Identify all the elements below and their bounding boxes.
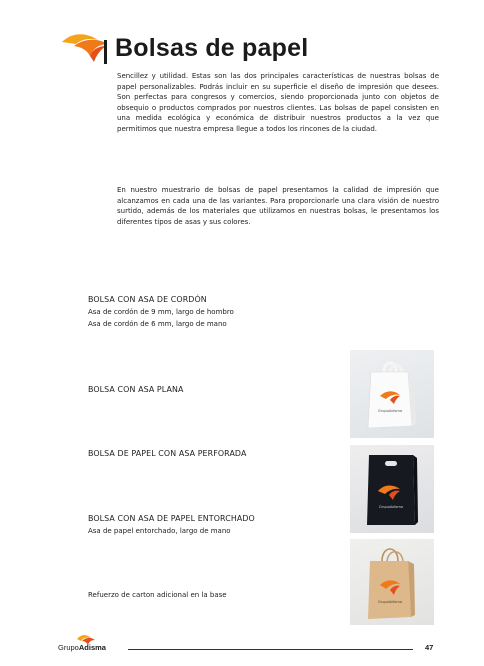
bag-brand-text: GrupoAdisma [377,409,403,413]
bag-brand-text: GrupoAdisma [378,505,404,509]
section-heading-cordon: BOLSA CON ASA DE CORDÓN [88,295,207,304]
section-heading-entorchado: BOLSA CON ASA DE PAPEL ENTORCHADO [88,514,255,523]
page-title: Bolsas de papel [115,34,309,62]
footer-brand [58,643,106,652]
title-accent-bar [104,40,107,64]
black-bag-photo [350,445,434,533]
white-bag-photo [350,350,434,438]
kraft-bag-photo [350,539,434,625]
intro-paragraph: Sencillez y utilidad. Estas son las dos principales características de nuestras bolsas de papel personalizables. Podrás incluir en su superficie el diseño de impresión que desees. Son perfectas para congresos y comercios, siendo proporcionada junto con objetos de obsequio o productos comprados por nuestros clientes. Las bolsas de papel consisten en una medida ecológica y económica de distribuir nuestros productos a la vez que permitimos que nuestra empresa llegue a todos los rincones de la ciudad. [117,72,439,133]
footer-divider [128,649,413,650]
section-detail: Asa de cordón de 6 mm, largo de mano [88,320,227,328]
section-heading-perforada: BOLSA DE PAPEL CON ASA PERFORADA [88,449,247,458]
sample-paragraph: En nuestro muestrario de bolsas de papel presentamos la calidad de impresión que alcanzamos en cada una de las variantes. Para proporcionarle una clara visión de nuestro surtido, además de los materiales que utilizamos en nuestras bolsas, le presentamos los diferentes tipos de asas y sus colores. [117,186,439,226]
footer-brand-prefix: Grupo [58,643,79,652]
section-detail: Asa de papel entorchado, largo de mano [88,527,231,535]
base-reinforcement-note: Refuerzo de carton adicional en la base [88,591,227,599]
footer-brand-name: Adisma [78,643,106,652]
page-number: 47 [425,643,434,652]
bag-brand-text: GrupoAdisma [377,600,403,604]
section-heading-plana: BOLSA CON ASA PLANA [88,385,184,394]
section-detail: Asa de cordón de 9 mm, largo de hombro [88,308,234,316]
